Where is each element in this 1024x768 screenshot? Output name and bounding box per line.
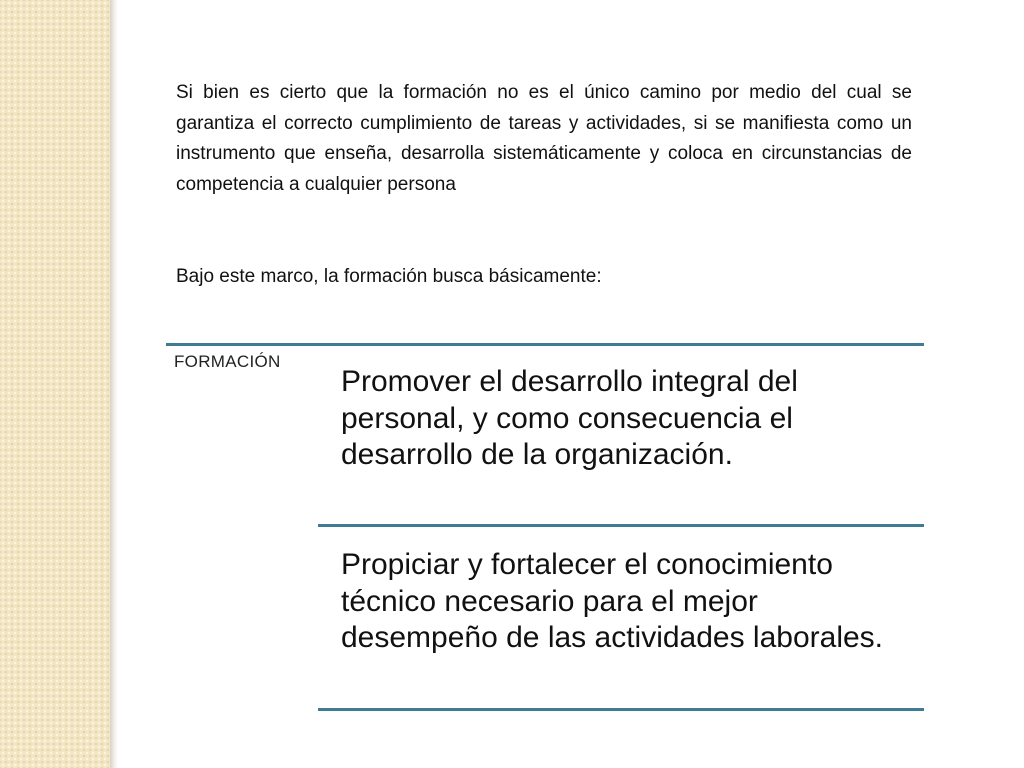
list-item: Promover el desarrollo integral del personal, y como consecuencia el desarrollo de la organización.	[341, 365, 798, 471]
middle-divider	[318, 524, 924, 527]
intro-paragraph: Si bien es cierto que la formación no es el único camino por medio del cual se garantiza el correcto cumplimiento de tareas y actividades, si se manifiesta como un instrumento que enseña, desarrolla sistemáticamente y coloca en circunstancias de competencia a cualquier persona	[176, 82, 912, 195]
list-label: FORMACIÓN	[174, 352, 281, 371]
lead-in-text: Bajo este marco, la formación busca básicamente:	[176, 266, 602, 287]
decorative-side-strip	[0, 0, 110, 768]
bottom-divider	[318, 708, 924, 711]
side-strip-shadow	[110, 0, 118, 768]
list-item: Propiciar y fortalecer el conocimiento técnico necesario para el mejor desempeño de las actividades laborales.	[341, 548, 884, 654]
top-divider	[166, 343, 924, 346]
